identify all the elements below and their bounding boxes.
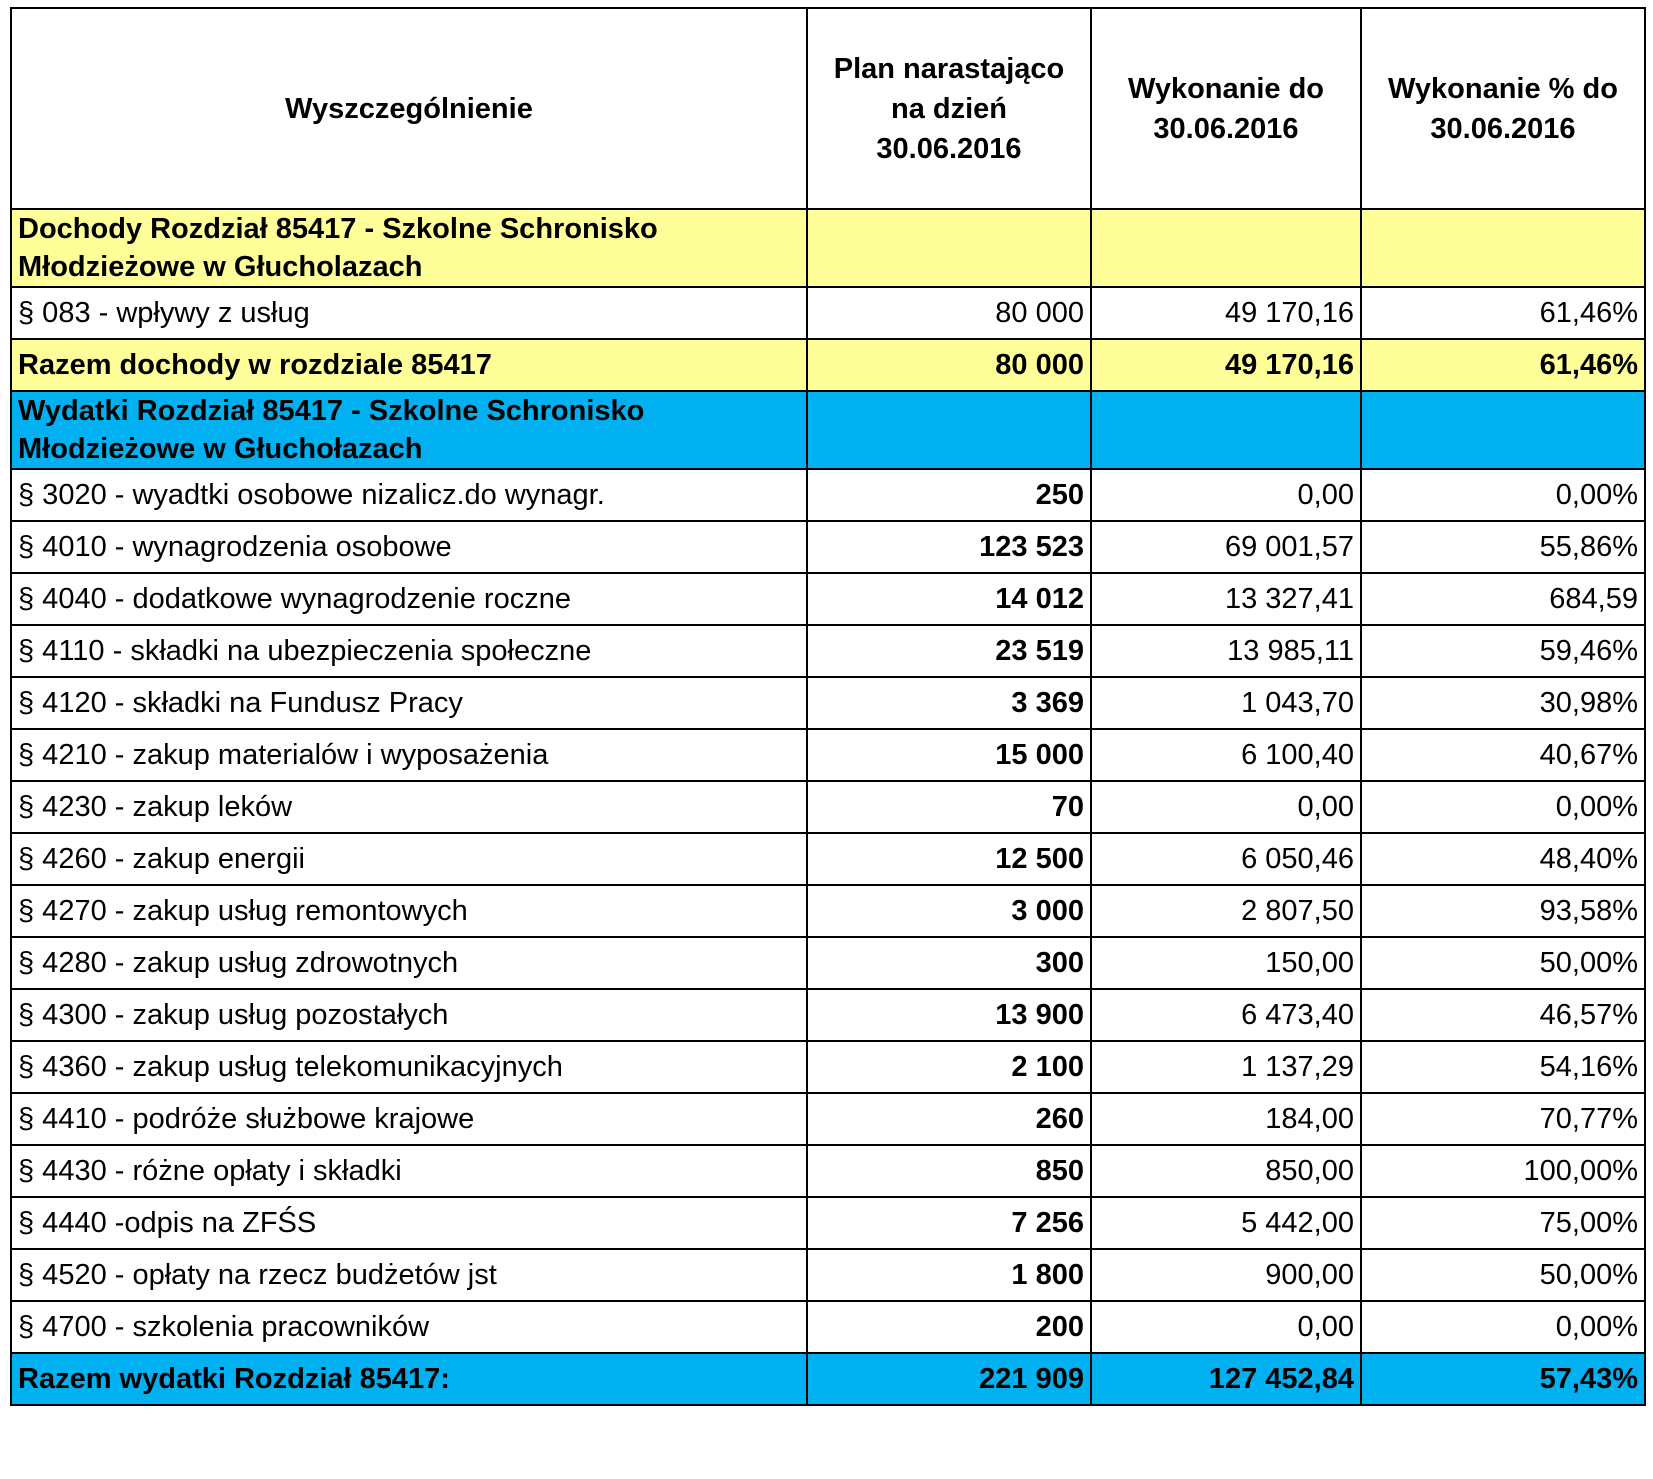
- income-total-row: [11, 339, 1645, 391]
- row-label: § 4260 - zakup energii: [11, 833, 807, 885]
- expense-total-label: Razem wydatki Rozdział 85417:: [11, 1353, 807, 1405]
- row-percent: 48,40%: [1361, 833, 1645, 885]
- row-plan: 260: [807, 1093, 1091, 1145]
- row-plan: 1 800: [807, 1249, 1091, 1301]
- row-execution: 1 137,29: [1091, 1041, 1361, 1093]
- table-row: [11, 989, 1645, 1041]
- income-section-title: Dochody Rozdział 85417 - Szkolne Schronisko Młodzieżowe w Głucholazach: [11, 209, 807, 287]
- row-label: § 4120 - składki na Fundusz Pracy: [11, 677, 807, 729]
- table-row: [11, 937, 1645, 989]
- row-plan: 7 256: [807, 1197, 1091, 1249]
- row-plan: 14 012: [807, 573, 1091, 625]
- table-row: [11, 573, 1645, 625]
- row-percent: 0,00%: [1361, 469, 1645, 521]
- row-label: § 4520 - opłaty na rzecz budżetów jst: [11, 1249, 807, 1301]
- row-percent: 100,00%: [1361, 1145, 1645, 1197]
- empty-cell: [1361, 391, 1645, 469]
- expense-total-percent: 57,43%: [1361, 1353, 1645, 1405]
- row-label: § 4010 - wynagrodzenia osobowe: [11, 521, 807, 573]
- table-row: [11, 1145, 1645, 1197]
- row-label: § 4410 - podróże służbowe krajowe: [11, 1093, 807, 1145]
- table-row: [11, 1093, 1645, 1145]
- table-body: [11, 209, 1645, 1405]
- row-percent: 75,00%: [1361, 1197, 1645, 1249]
- row-execution: 150,00: [1091, 937, 1361, 989]
- income-section-header: [11, 209, 1645, 287]
- row-percent: 30,98%: [1361, 677, 1645, 729]
- header-row: [11, 8, 1645, 209]
- row-label: § 4270 - zakup usług remontowych: [11, 885, 807, 937]
- row-percent: 70,77%: [1361, 1093, 1645, 1145]
- row-plan: 15 000: [807, 729, 1091, 781]
- row-plan: 123 523: [807, 521, 1091, 573]
- row-execution: 49 170,16: [1091, 287, 1361, 339]
- row-plan: 12 500: [807, 833, 1091, 885]
- table-row: [11, 287, 1645, 339]
- income-total-label: Razem dochody w rozdziale 85417: [11, 339, 807, 391]
- row-execution: 850,00: [1091, 1145, 1361, 1197]
- expense-section-title: Wydatki Rozdział 85417 - Szkolne Schronisko Młodzieżowe w Głuchołazach: [11, 391, 807, 469]
- table-row: [11, 885, 1645, 937]
- empty-cell: [1091, 391, 1361, 469]
- row-plan: 13 900: [807, 989, 1091, 1041]
- row-label: § 3020 - wyadtki osobowe nizalicz.do wynagr.: [11, 469, 807, 521]
- row-percent: 50,00%: [1361, 1249, 1645, 1301]
- row-plan: 850: [807, 1145, 1091, 1197]
- table-row: [11, 781, 1645, 833]
- row-percent: 50,00%: [1361, 937, 1645, 989]
- row-execution: 13 327,41: [1091, 573, 1361, 625]
- budget-table: [10, 7, 1646, 1406]
- row-label: § 4280 - zakup usług zdrowotnych: [11, 937, 807, 989]
- row-label: § 4230 - zakup leków: [11, 781, 807, 833]
- header-description: Wyszczególnienie: [11, 8, 807, 209]
- row-execution: 0,00: [1091, 1301, 1361, 1353]
- income-total-percent: 61,46%: [1361, 339, 1645, 391]
- header-execution-percent: Wykonanie % do 30.06.2016: [1361, 8, 1645, 209]
- empty-cell: [807, 391, 1091, 469]
- row-label: § 083 - wpływy z usług: [11, 287, 807, 339]
- row-execution: 0,00: [1091, 469, 1361, 521]
- row-percent: 40,67%: [1361, 729, 1645, 781]
- row-execution: 13 985,11: [1091, 625, 1361, 677]
- table-row: [11, 1197, 1645, 1249]
- table-row: [11, 833, 1645, 885]
- row-execution: 69 001,57: [1091, 521, 1361, 573]
- header-execution: Wykonanie do 30.06.2016: [1091, 8, 1361, 209]
- row-percent: 46,57%: [1361, 989, 1645, 1041]
- row-execution: 6 100,40: [1091, 729, 1361, 781]
- row-execution: 0,00: [1091, 781, 1361, 833]
- row-execution: 5 442,00: [1091, 1197, 1361, 1249]
- row-label: § 4430 - różne opłaty i składki: [11, 1145, 807, 1197]
- table-row: [11, 1041, 1645, 1093]
- row-percent: 93,58%: [1361, 885, 1645, 937]
- empty-cell: [807, 209, 1091, 287]
- row-plan: 80 000: [807, 287, 1091, 339]
- row-execution: 1 043,70: [1091, 677, 1361, 729]
- expense-total-row: [11, 1353, 1645, 1405]
- row-execution: 184,00: [1091, 1093, 1361, 1145]
- row-plan: 300: [807, 937, 1091, 989]
- table-row: [11, 729, 1645, 781]
- expense-total-execution: 127 452,84: [1091, 1353, 1361, 1405]
- row-percent: 0,00%: [1361, 781, 1645, 833]
- row-plan: 3 000: [807, 885, 1091, 937]
- row-percent: 54,16%: [1361, 1041, 1645, 1093]
- expense-section-header: [11, 391, 1645, 469]
- income-total-execution: 49 170,16: [1091, 339, 1361, 391]
- row-label: § 4110 - składki na ubezpieczenia społeczne: [11, 625, 807, 677]
- row-percent: 55,86%: [1361, 521, 1645, 573]
- table-row: [11, 677, 1645, 729]
- row-percent: 0,00%: [1361, 1301, 1645, 1353]
- row-execution: 900,00: [1091, 1249, 1361, 1301]
- table-row: [11, 625, 1645, 677]
- row-label: § 4440 -odpis na ZFŚS: [11, 1197, 807, 1249]
- empty-cell: [1361, 209, 1645, 287]
- row-percent: 684,59: [1361, 573, 1645, 625]
- row-execution: 6 050,46: [1091, 833, 1361, 885]
- table-row: [11, 1249, 1645, 1301]
- row-label: § 4700 - szkolenia pracowników: [11, 1301, 807, 1353]
- header-plan: Plan narastająco na dzień 30.06.2016: [807, 8, 1091, 209]
- table-row: [11, 521, 1645, 573]
- empty-cell: [1091, 209, 1361, 287]
- row-percent: 61,46%: [1361, 287, 1645, 339]
- table-row: [11, 1301, 1645, 1353]
- expense-total-plan: 221 909: [807, 1353, 1091, 1405]
- row-label: § 4210 - zakup materialów i wyposażenia: [11, 729, 807, 781]
- row-execution: 2 807,50: [1091, 885, 1361, 937]
- row-plan: 200: [807, 1301, 1091, 1353]
- row-label: § 4300 - zakup usług pozostałych: [11, 989, 807, 1041]
- row-percent: 59,46%: [1361, 625, 1645, 677]
- table-row: [11, 469, 1645, 521]
- row-label: § 4040 - dodatkowe wynagrodzenie roczne: [11, 573, 807, 625]
- row-label: § 4360 - zakup usług telekomunikacyjnych: [11, 1041, 807, 1093]
- row-plan: 250: [807, 469, 1091, 521]
- row-plan: 3 369: [807, 677, 1091, 729]
- row-plan: 2 100: [807, 1041, 1091, 1093]
- row-plan: 70: [807, 781, 1091, 833]
- row-plan: 23 519: [807, 625, 1091, 677]
- income-total-plan: 80 000: [807, 339, 1091, 391]
- row-execution: 6 473,40: [1091, 989, 1361, 1041]
